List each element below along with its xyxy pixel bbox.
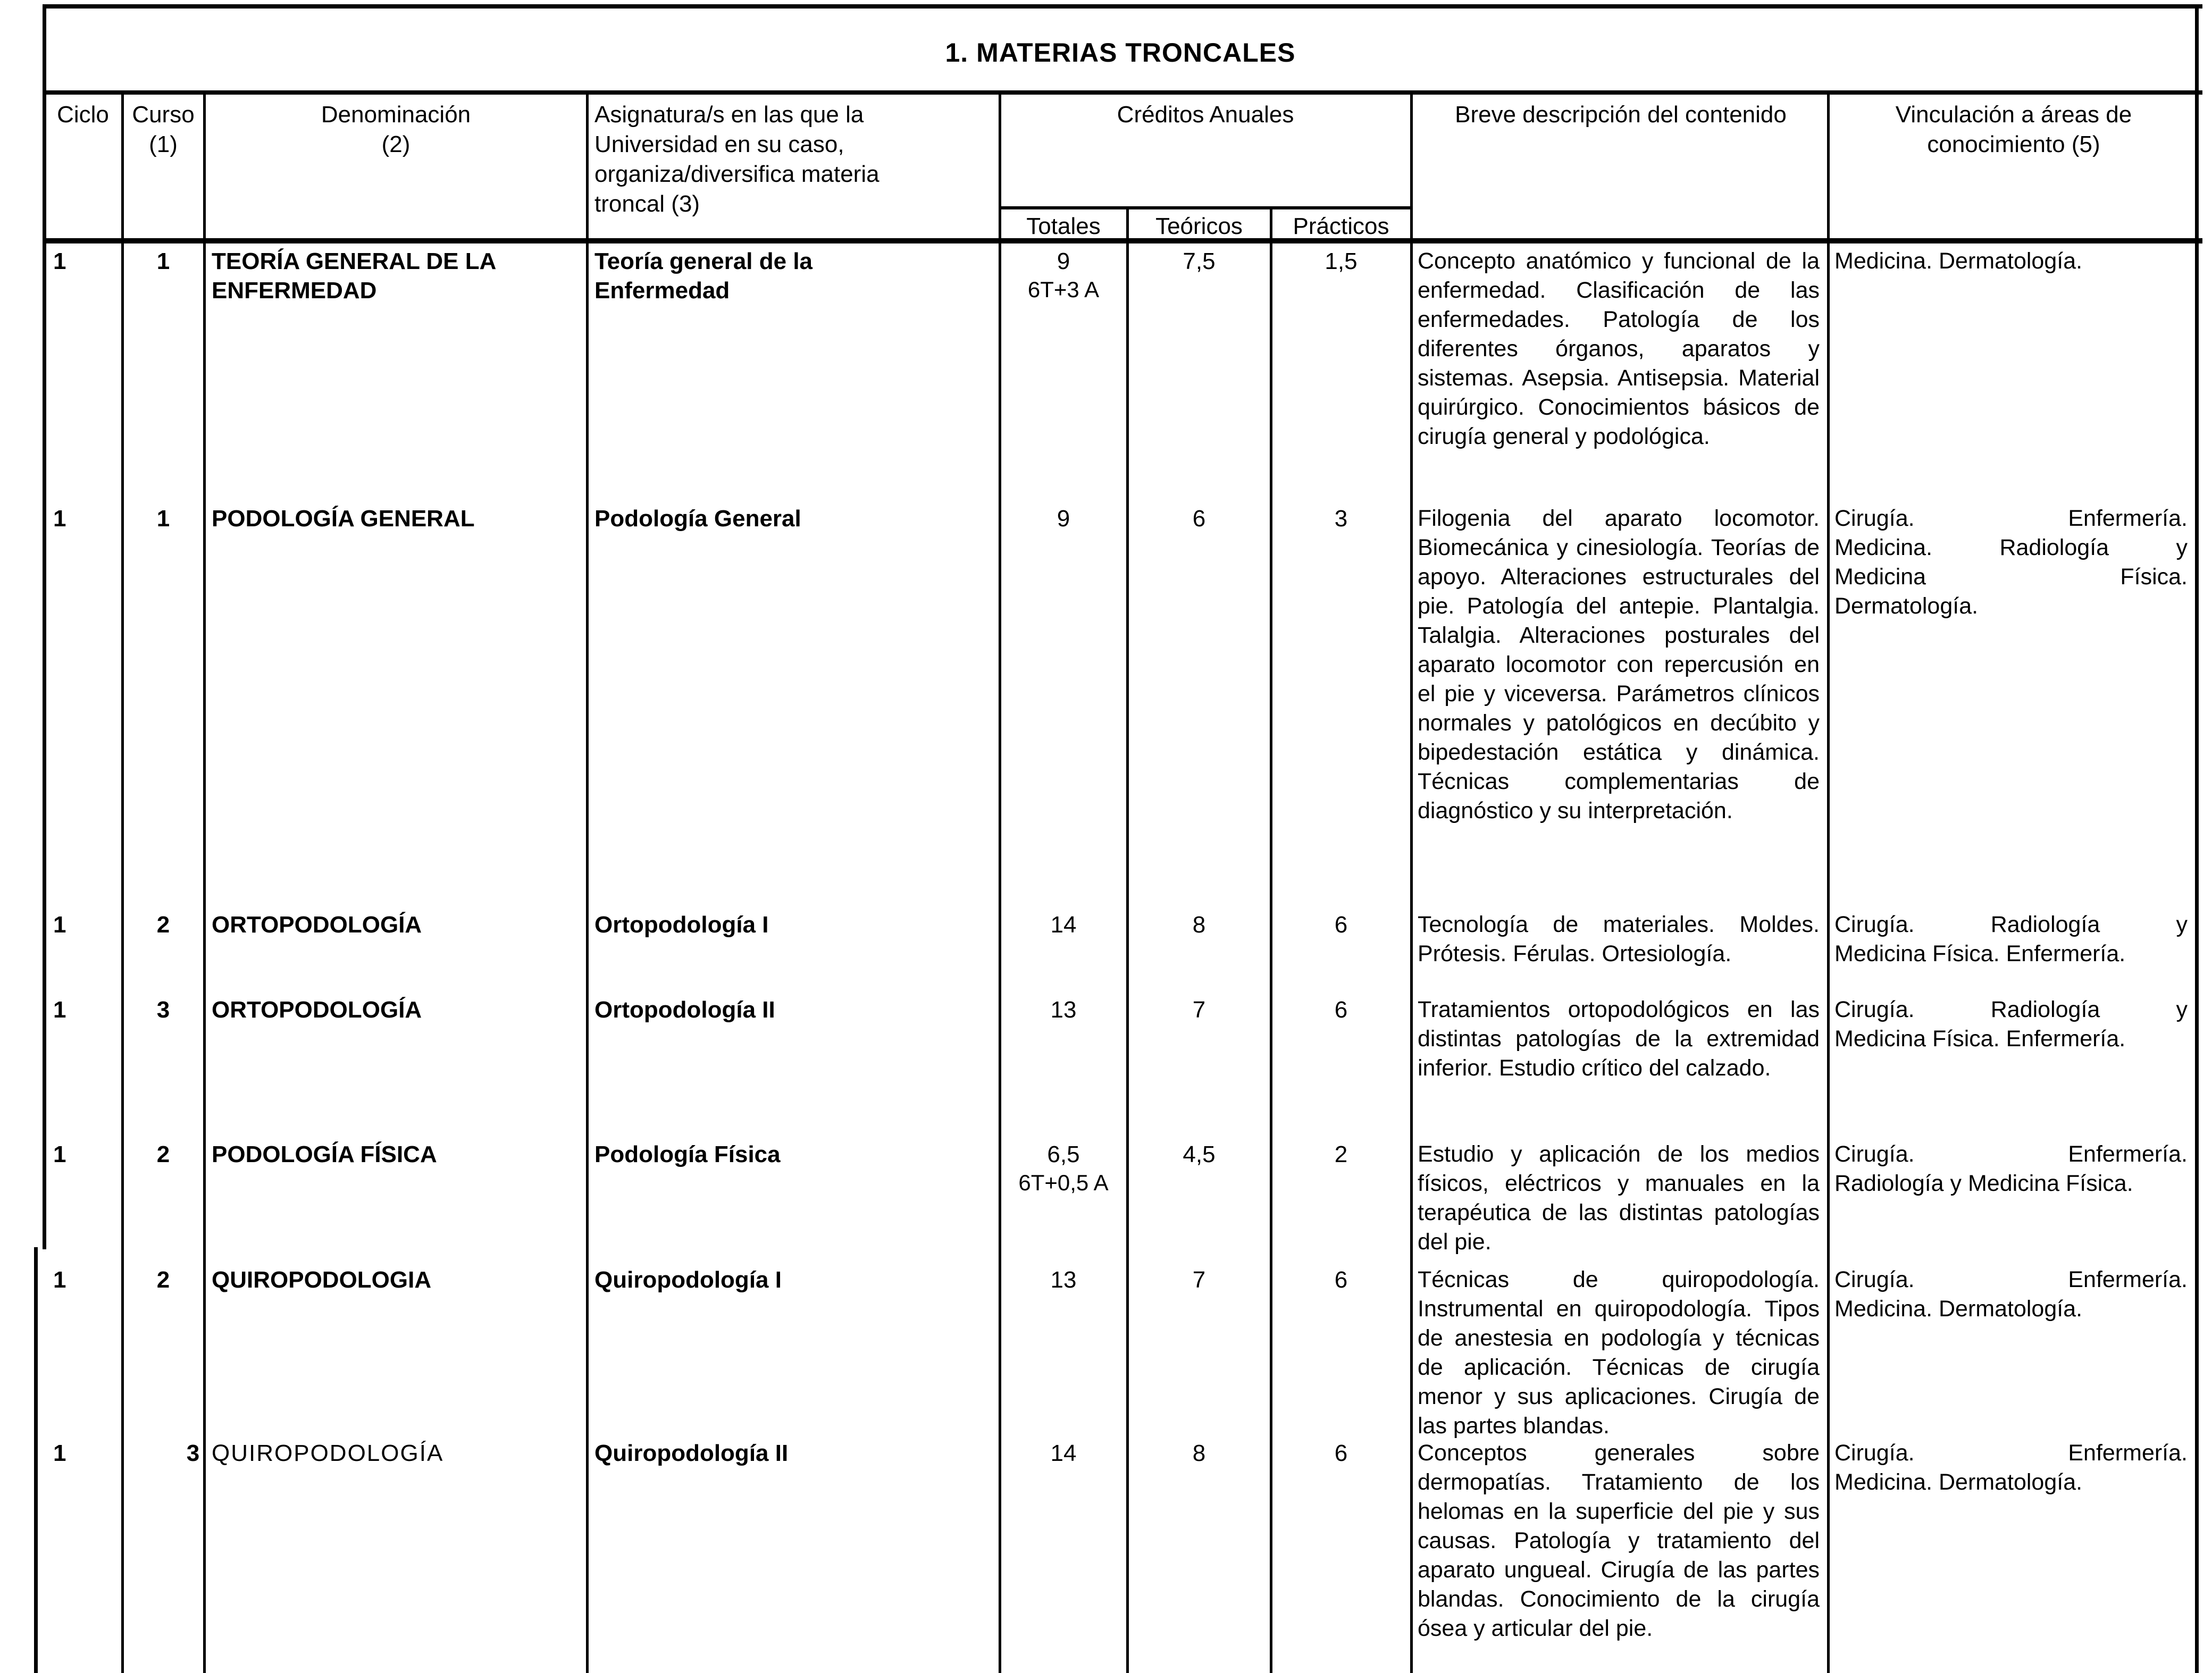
cell-denominacion: QUIROPODOLOGÍA bbox=[212, 1440, 444, 1466]
cell-descripcion: Estudio y aplicación de los medios físicos, eléctricos y manuales en la terapéutica de las distintas patologías del pie. bbox=[1418, 1141, 1820, 1255]
header-top-border bbox=[43, 90, 2202, 95]
vinculacion-line: Cirugía. Enfermería. bbox=[1834, 1440, 2188, 1466]
cell-denominacion: ORTOPODOLOGÍA bbox=[212, 997, 422, 1023]
cell-vinculacion bbox=[1834, 504, 2188, 621]
cell-asignatura: Podología General bbox=[594, 506, 801, 532]
divider-ciclo-curso bbox=[121, 90, 124, 1673]
cell-curso: 3 bbox=[186, 1440, 200, 1466]
cell-vinculacion bbox=[1834, 995, 2188, 1054]
cell-vinculacion bbox=[1834, 910, 2188, 969]
cell-teoricos: 8 bbox=[1192, 912, 1206, 938]
cell-asignatura: Quiropodología II bbox=[594, 1440, 789, 1466]
header-teoricos: Teóricos bbox=[1155, 213, 1243, 239]
header-curso-sub: (1) bbox=[149, 131, 178, 157]
cell-totales: 13 bbox=[1050, 1267, 1077, 1293]
cell-vinculacion bbox=[1834, 247, 2188, 276]
vinculacion-line: Dermatología. bbox=[1834, 593, 1979, 619]
cell-ciclo: 1 bbox=[53, 506, 66, 532]
header-denominacion-label: Denominación bbox=[321, 102, 471, 128]
vinculacion-line: Cirugía. Radiología y bbox=[1834, 912, 2188, 937]
divider-descripcion-vinculacion bbox=[1827, 90, 1830, 1673]
cell-descripcion: Técnicas de quiropodología. Instrumental en quiropodología. Tipos de anestesia en podología y técnicas de aplicación. Técnicas de cirugía menor y sus aplicaciones. Cirugía de las partes blandas. bbox=[1418, 1267, 1820, 1439]
header-vinculacion-line: Vinculación a áreas de bbox=[1895, 102, 2132, 128]
cell-asignatura: Ortopodología II bbox=[594, 997, 775, 1023]
header-asignatura-line: organiza/diversifica materia bbox=[594, 161, 879, 187]
cell-denominacion: ORTOPODOLOGÍA bbox=[212, 912, 422, 938]
cell-teoricos: 7 bbox=[1192, 1267, 1206, 1293]
cell-denominacion: PODOLOGÍA GENERAL bbox=[212, 506, 475, 532]
table-border-left-lower bbox=[34, 1247, 38, 1673]
table-border-left bbox=[43, 4, 46, 1249]
cell-totales: 9 bbox=[1057, 506, 1070, 532]
cell-vinculacion bbox=[1834, 1265, 2188, 1324]
cell-practicos: 6 bbox=[1334, 912, 1348, 938]
cell-vinculacion bbox=[1834, 1439, 2188, 1497]
header-denominacion bbox=[206, 100, 586, 159]
cell-curso: 1 bbox=[156, 506, 170, 532]
cell-practicos: 6 bbox=[1334, 1267, 1348, 1293]
cell-teoricos: 4,5 bbox=[1183, 1141, 1216, 1167]
divider-curso-denominacion bbox=[203, 90, 206, 1673]
divider-asignatura-totales bbox=[999, 90, 1001, 1673]
subheader-top-border bbox=[999, 206, 1410, 209]
totales-value: 9 bbox=[1057, 248, 1070, 274]
header-curso-label: Curso bbox=[132, 102, 195, 128]
cell-practicos: 2 bbox=[1334, 1141, 1348, 1167]
header-ciclo: Ciclo bbox=[57, 102, 109, 128]
table-border-right bbox=[2195, 4, 2199, 1673]
cell-asignatura: Podología Física bbox=[594, 1141, 781, 1167]
vinculacion-line: Medicina Física. Enfermería. bbox=[1834, 941, 2126, 966]
header-asignatura bbox=[594, 100, 988, 219]
cell-ciclo: 1 bbox=[53, 248, 66, 274]
cell-teoricos: 8 bbox=[1192, 1440, 1206, 1466]
header-asignatura-line: Universidad en su caso, bbox=[594, 131, 844, 157]
vinculacion-line: Medicina. Dermatología. bbox=[1834, 1469, 2083, 1495]
cell-denominacion: PODOLOGÍA FÍSICA bbox=[212, 1141, 437, 1167]
totales-note: 6T+3 A bbox=[1027, 277, 1100, 302]
cell-vinculacion bbox=[1834, 1140, 2188, 1198]
cell-teoricos: 7 bbox=[1192, 997, 1206, 1023]
cell-descripcion: Tecnología de materiales. Moldes. Prótesis. Férulas. Ortesiología. bbox=[1418, 912, 1820, 966]
cell-teoricos: 7,5 bbox=[1183, 248, 1216, 274]
header-practicos: Prácticos bbox=[1293, 213, 1389, 239]
vinculacion-line: Medicina. Dermatología. bbox=[1834, 1296, 2083, 1322]
table-border-top bbox=[43, 4, 2202, 9]
header-totales: Totales bbox=[1026, 213, 1101, 239]
divider-practicos-descripcion bbox=[1410, 90, 1413, 1673]
cell-curso: 2 bbox=[156, 1141, 170, 1167]
cell-denominacion: TEORÍA GENERAL DE LA ENFERMEDAD bbox=[212, 248, 496, 304]
cell-practicos: 6 bbox=[1334, 1440, 1348, 1466]
cell-denominacion: QUIROPODOLOGIA bbox=[212, 1267, 432, 1293]
vinculacion-line: Cirugía. Enfermería. bbox=[1834, 506, 2188, 531]
cell-totales bbox=[1001, 1140, 1126, 1197]
vinculacion-line: Cirugía. Enfermería. bbox=[1834, 1141, 2188, 1167]
cell-curso: 1 bbox=[156, 248, 170, 274]
cell-totales bbox=[1001, 247, 1126, 304]
cell-asignatura: Quiropodología I bbox=[594, 1267, 782, 1293]
divider-denominacion-asignatura bbox=[586, 90, 589, 1673]
header-descripcion: Breve descripción del contenido bbox=[1455, 102, 1787, 128]
vinculacion-line: Radiología y Medicina Física. bbox=[1834, 1171, 2133, 1196]
vinculacion-line: Cirugía. Radiología y bbox=[1834, 997, 2188, 1022]
cell-ciclo: 1 bbox=[53, 1267, 66, 1293]
vinculacion-line: Medicina. Radiología y bbox=[1834, 535, 2188, 560]
cell-ciclo: 1 bbox=[53, 1440, 66, 1466]
cell-practicos: 6 bbox=[1334, 997, 1348, 1023]
cell-teoricos: 6 bbox=[1192, 506, 1206, 532]
cell-asignatura: Teoría general de la Enfermedad bbox=[594, 248, 813, 304]
cell-curso: 2 bbox=[156, 912, 170, 938]
header-vinculacion-line: conocimiento (5) bbox=[1927, 131, 2100, 157]
cell-practicos: 1,5 bbox=[1325, 248, 1358, 274]
cell-curso: 3 bbox=[156, 997, 170, 1023]
vinculacion-line: Cirugía. Enfermería. bbox=[1834, 1267, 2188, 1292]
cell-ciclo: 1 bbox=[53, 1141, 66, 1167]
cell-curso: 2 bbox=[156, 1267, 170, 1293]
header-creditos-anuales: Créditos Anuales bbox=[1117, 102, 1294, 128]
cell-totales: 13 bbox=[1050, 997, 1077, 1023]
cell-descripcion: Conceptos generales sobre dermopatías. Tratamiento de los helomas en la superficie del pie y sus causas. Patología y tratamiento del aparato ungueal. Cirugía de las partes blandas. Conocimiento de la cirugía ósea y articular del pie. bbox=[1418, 1440, 1820, 1641]
cell-descripcion: Concepto anatómico y funcional de la enfermedad. Clasificación de las enfermedades. Patología de los diferentes órganos, aparatos y sistemas. Asepsia. Antisepsia. Material quirúrgico. Conocimientos básicos de cirugía general y podológica. bbox=[1418, 248, 1820, 449]
totales-value: 6,5 bbox=[1047, 1141, 1080, 1167]
vinculacion-line: Medicina Física. Enfermería. bbox=[1834, 1026, 2126, 1052]
cell-practicos: 3 bbox=[1334, 506, 1348, 532]
cell-ciclo: 1 bbox=[53, 997, 66, 1023]
cell-ciclo: 1 bbox=[53, 912, 66, 938]
header-asignatura-line: troncal (3) bbox=[594, 191, 700, 217]
vinculacion-line: Medicina. Dermatología. bbox=[1834, 248, 2083, 274]
cell-asignatura: Ortopodología I bbox=[594, 912, 769, 938]
header-denominacion-sub: (2) bbox=[381, 131, 410, 157]
header-curso bbox=[123, 100, 203, 159]
totales-note: 6T+0,5 A bbox=[1018, 1170, 1109, 1195]
vinculacion-line: Medicina Física. bbox=[1834, 564, 2188, 590]
cell-totales: 14 bbox=[1050, 912, 1077, 938]
table-title: 1. MATERIAS TRONCALES bbox=[945, 38, 1296, 68]
cell-descripcion: Filogenia del aparato locomotor. Biomecánica y cinesiología. Teorías de apoyo. Alteraciones estructurales del pie. Patología del antepie. Plantalgia. Talalgia. Alteraciones posturales del aparato locomotor con repercusión en el pie y viceversa. Parámetros clínicos normales y patológicos en decúbito y bipedestación estática y dinámica. Técnicas complementarias de diagnóstico y su interpretación. bbox=[1418, 506, 1820, 823]
header-asignatura-line: Asignatura/s en las que la bbox=[594, 102, 864, 128]
cell-totales: 14 bbox=[1050, 1440, 1077, 1466]
header-vinculacion bbox=[1829, 100, 2198, 159]
cell-descripcion: Tratamientos ortopodológicos en las distintas patologías de la extremidad inferior. Estudio crítico del calzado. bbox=[1418, 997, 1820, 1081]
